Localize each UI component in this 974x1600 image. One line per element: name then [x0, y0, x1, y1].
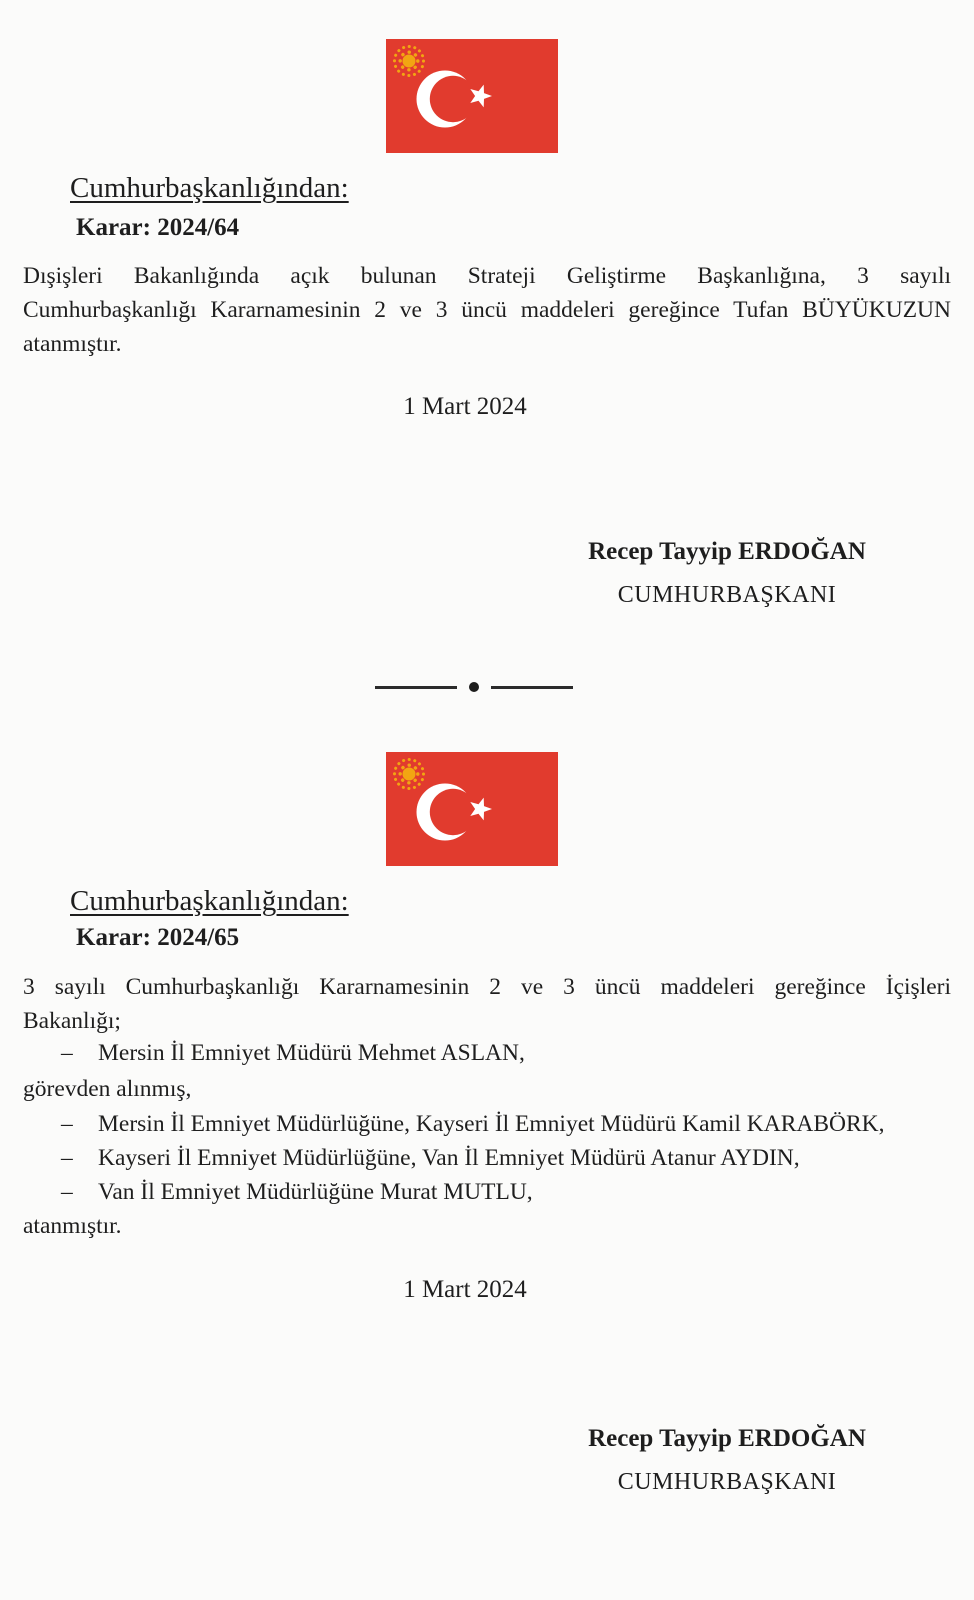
list-item-text: Van İl Emniyet Müdürlüğüne Murat MUTLU, — [98, 1179, 533, 1205]
body-text-line: atanmıştır. — [23, 331, 122, 357]
issuing-authority-heading: Cumhurbaşkanlığından: — [70, 172, 349, 204]
signer-name: Recep Tayyip ERDOĞAN — [588, 1425, 866, 1452]
list-item — [23, 1107, 885, 1141]
presidential-sun-icon — [395, 760, 424, 789]
list-item-text: Mersin İl Emniyet Müdürlüğüne, Kayseri İl Emniyet Müdürü Kamil KARABÖRK, — [98, 1111, 885, 1137]
body-text-line: Cumhurbaşkanlığı Kararnamesinin 2 ve 3 üncü maddeleri gereğince Tufan BÜYÜKUZUN — [23, 297, 951, 323]
list-item — [23, 1141, 800, 1175]
list-item — [23, 1036, 525, 1070]
signer-title: CUMHURBAŞKANI — [617, 1469, 837, 1495]
decree-body-intro — [23, 970, 951, 1038]
signer-name: Recep Tayyip ERDOĞAN — [588, 538, 866, 565]
decision-number: Karar: 2024/64 — [76, 214, 240, 241]
list-item-text: Kayseri İl Emniyet Müdürlüğüne, Van İl Emniyet Müdürü Atanur AYDIN, — [98, 1145, 800, 1171]
list-dash: – — [61, 1145, 73, 1171]
list-dash: – — [61, 1111, 73, 1137]
dismissal-note: görevden alınmış, — [23, 1076, 192, 1102]
list-dash: – — [61, 1040, 73, 1066]
decree-date: 1 Mart 2024 — [403, 393, 527, 420]
closing-text: atanmıştır. — [23, 1213, 122, 1239]
turkish-presidential-flag-icon — [386, 752, 558, 866]
body-text-line: Dışişleri Bakanlığında açık bulunan Strateji Geliştirme Başkanlığına, 3 sayılı — [23, 263, 951, 289]
signer-title: CUMHURBAŞKANI — [617, 582, 837, 608]
decision-number: Karar: 2024/65 — [76, 924, 240, 951]
signature-block — [560, 1424, 894, 1497]
list-item — [23, 1175, 533, 1209]
decree-date: 1 Mart 2024 — [403, 1276, 527, 1303]
body-text-line: Bakanlığı; — [23, 1008, 121, 1034]
list-dash: – — [61, 1179, 73, 1205]
body-text-line: 3 sayılı Cumhurbaşkanlığı Kararnamesinin 2 ve 3 üncü maddeleri gereğince İçişleri — [23, 974, 951, 1000]
list-item-text: Mersin İl Emniyet Müdürü Mehmet ASLAN, — [98, 1040, 525, 1066]
issuing-authority-heading: Cumhurbaşkanlığından: — [70, 885, 349, 917]
